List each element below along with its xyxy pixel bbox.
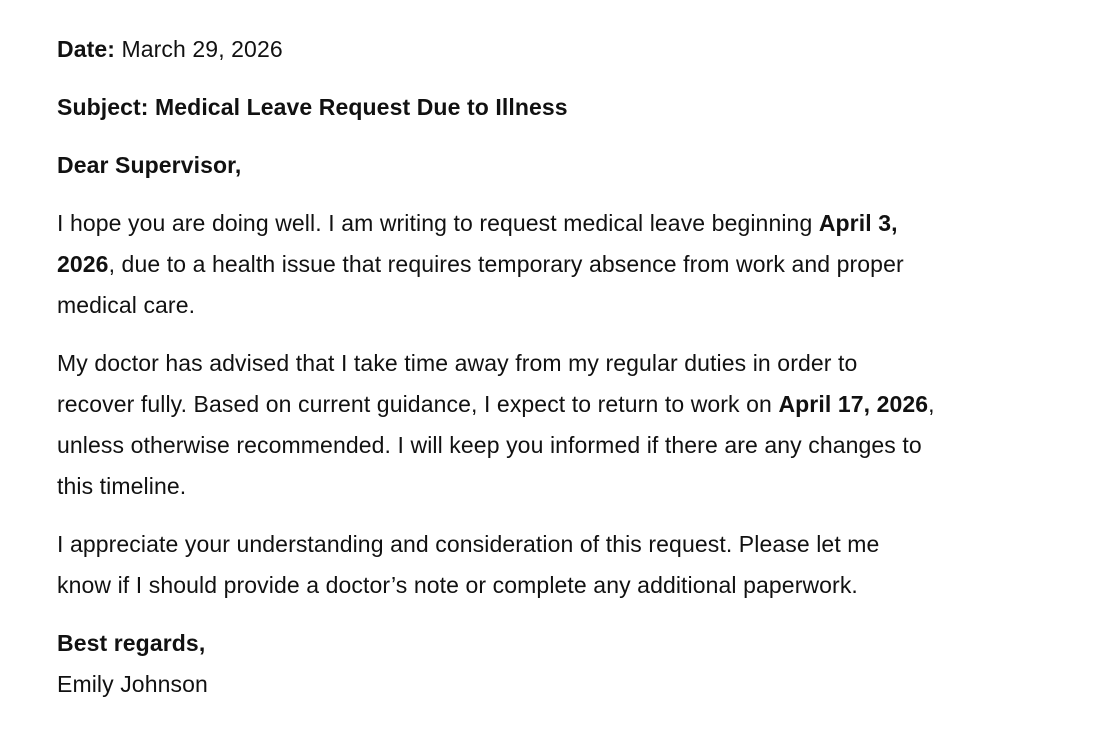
paragraph-doctor-text-4: this timeline. [57, 473, 187, 499]
paragraph-doctor-text-3: unless otherwise recommended. I will keep you informed if there are any changes to [57, 432, 922, 458]
signature-name: Emily Johnson [57, 671, 208, 697]
paragraph-appreciation-text-2: know if I should provide a doctor’s note or complete any additional paperwork. [57, 572, 858, 598]
signature [57, 664, 1067, 705]
paragraph-request-text-1: I hope you are doing well. I am writing to request medical leave beginning [57, 210, 819, 236]
paragraph-request [57, 203, 1067, 326]
paragraph-request-text-2: , due to a health issue that requires temporary absence from work and proper [108, 251, 904, 277]
greeting-text: Dear Supervisor, [57, 152, 242, 178]
date-value: March 29, 2026 [121, 36, 283, 62]
return-date: April 17, 2026 [778, 391, 929, 417]
date-label: Date: [57, 36, 116, 62]
paragraph-request-line-3 [57, 285, 1067, 326]
paragraph-doctor-line-2 [57, 384, 1067, 425]
paragraph-request-text-3: medical care. [57, 292, 196, 318]
paragraph-doctor-line-4 [57, 466, 1067, 507]
subject-text: Subject: Medical Leave Request Due to Illness [57, 94, 568, 120]
paragraph-appreciation-line-1 [57, 524, 1067, 565]
letter-body [57, 29, 1067, 705]
subject-line [57, 87, 1067, 128]
paragraph-request-line-1 [57, 203, 1067, 244]
paragraph-appreciation-text-1: I appreciate your understanding and consideration of this request. Please let me [57, 531, 880, 557]
leave-start-date-part-2: 2026 [57, 251, 109, 277]
paragraph-appreciation-line-2 [57, 565, 1067, 606]
paragraph-doctor-text-1: My doctor has advised that I take time away from my regular duties in order to [57, 350, 858, 376]
paragraph-request-line-2 [57, 244, 1067, 285]
leave-start-date-part-1: April 3, [818, 210, 898, 236]
closing-text: Best regards, [57, 630, 206, 656]
greeting [57, 145, 1067, 186]
closing [57, 623, 1067, 664]
paragraph-appreciation [57, 524, 1067, 606]
paragraph-doctor-text-2: recover fully. Based on current guidance, I expect to return to work on [57, 391, 779, 417]
paragraph-doctor [57, 343, 1067, 507]
date-line [57, 29, 1067, 70]
paragraph-doctor-comma: , [928, 391, 935, 417]
paragraph-doctor-line-3 [57, 425, 1067, 466]
paragraph-doctor-line-1 [57, 343, 1067, 384]
